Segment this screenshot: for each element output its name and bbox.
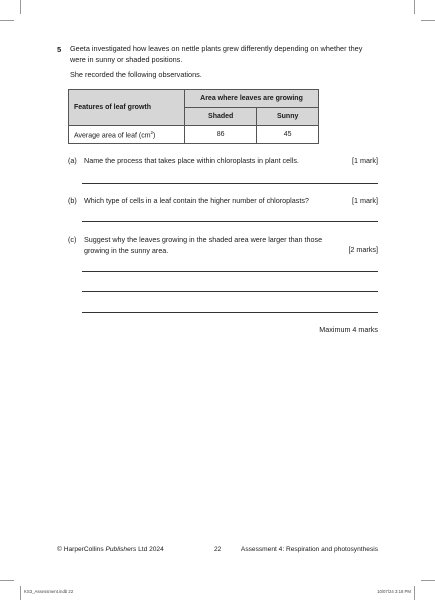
copyright-text: © HarperCollins	[57, 546, 106, 553]
crop-mark	[20, 586, 21, 600]
copyright-year: Ltd 2024	[136, 546, 164, 553]
part-b-mark: [1 mark]	[352, 196, 378, 205]
area-header: Area where leaves are growing	[185, 90, 319, 108]
answer-line[interactable]	[82, 271, 378, 272]
answer-line[interactable]	[82, 291, 378, 292]
part-b-question	[68, 196, 309, 207]
part-c-text-cont: growing in the sunny area.	[84, 245, 169, 255]
part-b-text: Which type of cells in a leaf contain the higher number of chloroplasts?	[84, 196, 309, 205]
page-number: 22	[214, 546, 222, 553]
part-c-text: Suggest why the leaves growing in the shaded area were larger than those	[84, 235, 323, 244]
question-intro-line: were in sunny or shaded positions.	[70, 54, 183, 64]
question-intro	[70, 44, 370, 65]
observations-table	[68, 89, 319, 144]
row-label-close: )	[153, 132, 156, 140]
part-b-letter: (b)	[68, 196, 77, 205]
part-a-mark: [1 mark]	[352, 156, 378, 165]
part-a-text: Name the process that takes place within chloroplasts in plant cells.	[84, 156, 299, 165]
crop-mark	[0, 20, 14, 21]
crop-mark	[414, 0, 415, 14]
crop-mark	[421, 580, 435, 581]
part-c-mark: [2 marks]	[348, 245, 378, 254]
crop-mark	[20, 0, 21, 14]
question-number: 5	[57, 45, 62, 54]
section-title: Assessment 4: Respiration and photosynthesis	[240, 546, 378, 553]
copyright-italic: Publishers	[105, 546, 137, 553]
question-recorded: She recorded the following observations.	[70, 70, 202, 79]
slug-file: KS3_Assessment.indb 22	[24, 589, 74, 594]
part-c-letter: (c)	[68, 235, 77, 244]
slug-date: 10/07/24 3:18 PM	[377, 589, 411, 594]
table-header-row	[69, 90, 319, 108]
feature-header: Features of leaf growth	[69, 90, 185, 126]
column-header-sunny: Sunny	[257, 108, 319, 126]
part-c-question	[68, 235, 322, 256]
part-a-question	[68, 156, 299, 167]
crop-mark	[0, 580, 14, 581]
value-sunny: 45	[257, 126, 319, 144]
table-row	[69, 126, 319, 144]
column-header-shaded: Shaded	[185, 108, 257, 126]
copyright	[57, 546, 164, 553]
crop-mark	[414, 586, 415, 600]
maximum-marks: Maximum 4 marks	[319, 325, 378, 334]
crop-mark	[421, 20, 435, 21]
answer-line[interactable]	[82, 183, 378, 184]
part-a-letter: (a)	[68, 156, 77, 165]
question-intro-line: Geeta investigated how leaves on nettle plants grew differently depending on whether they	[70, 44, 363, 53]
row-label-text: Average area of leaf (cm	[74, 132, 151, 140]
row-label-superscript: 2	[150, 129, 154, 135]
value-shaded: 86	[185, 126, 257, 144]
row-label	[69, 126, 185, 144]
answer-line[interactable]	[82, 221, 378, 222]
answer-line[interactable]	[82, 312, 378, 313]
